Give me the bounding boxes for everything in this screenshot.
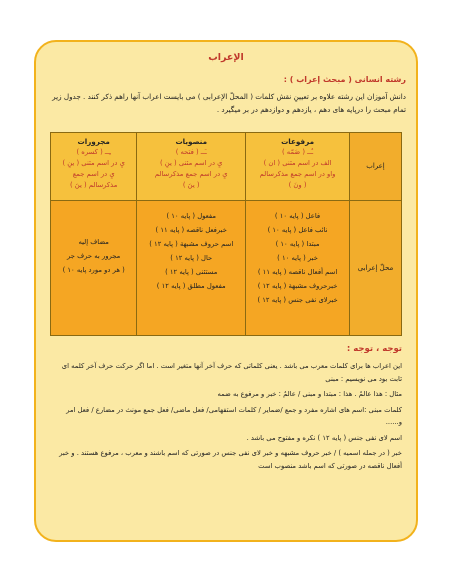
header-majrurat — [51, 133, 137, 201]
list-item: مبتدا ( پایه ۱۰ ) — [275, 240, 320, 248]
table-header-row — [51, 133, 402, 201]
list-item: حال ( پایه ۱۲ ) — [170, 254, 213, 262]
list-item: خبرلای نفی جنس ( پایه ۱۲ ) — [257, 296, 338, 304]
header-line: يِ در اسم مثنی ( ينِ ) — [159, 159, 223, 167]
list-item: خبرحروف مشبهة ( پایه ۱۲ ) — [257, 282, 338, 290]
intro-paragraph: دانش آموزان این رشته علاوه بر تعیینِ نقش کلمات ( المحلّ الإعرابی ) می بایست اعراب آنها راهم ذکر کنند . جدول زیر تمام مبحث را درپایه های دهم ، یازدهم و دوازدهم در بر میگیرد . — [52, 92, 406, 114]
header-mark: ـُــ ( ضَمّه ) — [282, 148, 314, 156]
page-title: الإعراب — [208, 52, 244, 63]
tip-paragraph: اسم لای نفی جنس ( پایه ۱۲ ) نکره و مفتوح می باشد . — [246, 433, 402, 442]
tips-title: توجه ، توجه : — [346, 344, 402, 354]
header-name: مرفوعات — [281, 137, 315, 146]
list-item: اسم حروف مشبهة ( پایه ۱۲ ) — [149, 240, 234, 248]
tip-paragraph: کلمات مبنی :اسم های اشاره مفرد و جمع /ضمایر / کلمات استفهامی/ فعل ماضی/ فعل جمع مونث در مضارع / فعل امر و...... — [66, 405, 402, 426]
section-subhead: رشته انسانی ( مبحث إعراب ) : — [283, 75, 406, 84]
header-line: يِ در اسم جمع — [72, 170, 115, 178]
list-item: نائب فاعل ( پایه ۱۰ ) — [267, 226, 328, 234]
list-item: مستثنی ( پایه ۱۲ ) — [165, 268, 218, 276]
tip-paragraph: خبر ( در جمله اسمیه ) / خبر حروف مشبهه و خبر لای نفی جنس در صورتی که اسم باشند و معرب ، مرفوع هستند . و خبر أفعال ناقصه در صورتی که اسم باشد منصوب است — [59, 449, 402, 470]
header-line: ( ينَ ) — [182, 181, 200, 189]
header-line: يِ در اسم مثنی ( ينِ ) — [62, 159, 125, 167]
header-line: الف در اسم مثنی ( ان ) — [263, 159, 332, 167]
irab-table — [50, 132, 402, 336]
header-name: منصوبات — [175, 137, 208, 146]
list-item: ( هر دو مورد پایه ۱۰ ) — [62, 266, 125, 274]
list-item: مضاف إليه — [78, 238, 109, 246]
header-line: واو در اسم جمع مذکرسالم — [259, 170, 336, 178]
header-line: ( ونَ ) — [288, 181, 307, 189]
list-item: مجرور به حرف جر — [67, 252, 121, 260]
cell-marfuat — [246, 201, 350, 336]
list-item: خبرفعل ناقصه ( پایه ۱۱ ) — [155, 226, 227, 234]
header-line: مذکرسالم ( ينَ ) — [69, 181, 118, 189]
header-mark: ـَــ ( فتحه ) — [175, 148, 207, 156]
cell-mansubat — [137, 201, 246, 336]
list-item: اسم أفعال ناقصه ( پایه ۱۱ ) — [257, 268, 338, 276]
header-mansubat — [137, 133, 246, 201]
header-mark: ـِــ ( کسره ) — [76, 148, 111, 156]
tips-block — [48, 360, 402, 475]
header-line: يِ در اسم جمع مذکرسالم — [154, 170, 228, 178]
list-item: مفعول ( پایه ۱۰ ) — [166, 212, 217, 220]
corner-cell: إعراب — [350, 133, 402, 201]
tip-paragraph: مثال : هذا عالمٌ . هذا : مبتدا و مبنی / عالمٌ : خبر و مرفوع به ضمه — [217, 390, 402, 398]
cell-majrurat — [51, 201, 137, 336]
list-item: مفعول مطلق ( پایه ۱۲ ) — [156, 282, 226, 290]
list-item: فاعل ( پایه ۱۰ ) — [274, 212, 321, 220]
list-item: خبر ( پایه ۱۰ ) — [277, 254, 318, 262]
row-label: محلّ إعرابی — [350, 201, 402, 336]
table-body-row — [51, 201, 402, 336]
tip-paragraph: این اعراب ها برای کلمات معرب می باشد . یعنی کلماتی که حرف آخر آنها متغیر است . اما اگر حرکت حرف آخر کلمه ای ثابت بود می نویسیم : مبنی — [61, 362, 402, 383]
header-name: مجرورات — [77, 137, 110, 146]
header-marfuat — [246, 133, 350, 201]
